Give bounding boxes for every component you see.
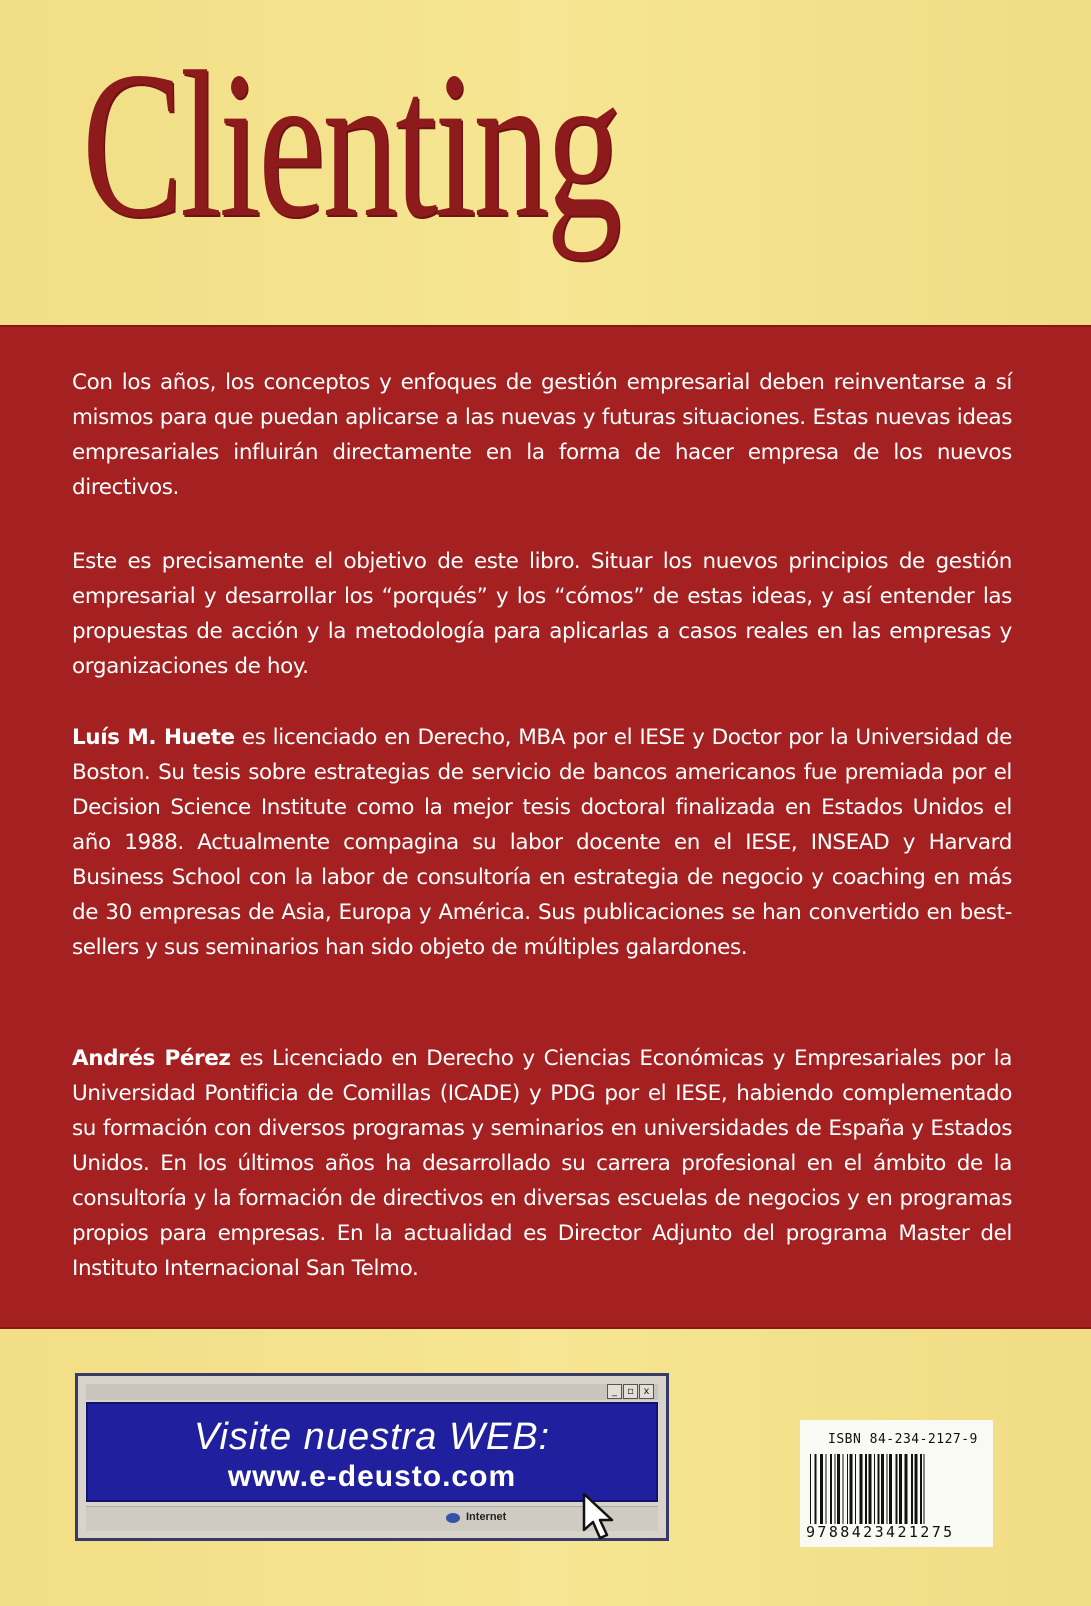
status-zone-label: Internet <box>466 1511 507 1523</box>
globe-icon <box>446 1513 460 1523</box>
maximize-icon: ▫ <box>623 1384 638 1399</box>
paragraph-text: Con los años, los conceptos y enfoques de gestión empresarial deben reinventarse a sí mismos para que puedan aplicarse a las nuevas y futuras situaciones. Estas nuevas ideas empresariales influirán directamente en la forma de hacer empresa de los nuevos directivos. <box>72 370 1012 500</box>
web-url: www.e-deusto.com <box>227 1460 517 1493</box>
author-bio-huete <box>72 720 1012 965</box>
window-titlebar <box>86 1384 658 1400</box>
book-title: Clienting <box>82 29 619 261</box>
author-name: Luís M. Huete <box>72 725 235 750</box>
barcode-bar <box>869 1454 872 1524</box>
barcode-bar <box>924 1454 925 1524</box>
barcode-bar <box>915 1454 918 1524</box>
paragraph-text: Este es precisamente el objetivo de este libro. Situar los nuevos principios de gestión empresarial y desarrollar los “porqués” y los “cómos” de estas ideas, y así entender las propuestas de acción y la metodología para aplicarlas a casos reales en las empresas y organizaciones de hoy. <box>72 549 1012 679</box>
synopsis-paragraph-2 <box>72 544 1012 684</box>
barcode-bar <box>911 1454 913 1524</box>
author-name: Andrés Pérez <box>72 1046 231 1071</box>
barcode-bar <box>887 1454 888 1524</box>
barcode-bar <box>830 1454 832 1524</box>
window-controls <box>607 1384 654 1399</box>
ean-digits: 9788423421275 <box>806 1523 955 1541</box>
barcode-bar <box>847 1454 848 1524</box>
barcode-bar <box>896 1454 898 1524</box>
barcode-bar <box>889 1454 892 1524</box>
barcode-bar <box>843 1454 844 1524</box>
barcode-bar <box>837 1454 840 1524</box>
window-statusbar <box>86 1506 658 1531</box>
author-bio-text: es licenciado en Derecho, MBA por el IESE y Doctor por la Universidad de Boston. Su tesis sobre estrategias de servicio de bancos americanos fue premiada por el Decision Science Institute como la mejor tesis doctoral finalizada en Estados Unidos el año 1988. Actualmente compagina su labor docente en el IESE, INSEAD y Harvard Business School con la labor de consultoría en estrategia de negocio y coaching en más de 30 empresas de Asia, Europa y América. Sus publicaciones se han convertido en best-sellers y sus seminarios han sido objeto de múltiples galardones. <box>72 725 1013 960</box>
synopsis-paragraph-1 <box>72 365 1012 505</box>
barcode-bar <box>826 1454 827 1524</box>
isbn-number: ISBN 84-234-2127-9 <box>828 1432 978 1447</box>
barcode-bar <box>905 1454 908 1524</box>
barcode-bar <box>865 1454 867 1524</box>
barcode-bar <box>860 1454 863 1524</box>
barcode-bar <box>899 1454 902 1524</box>
author-bio-perez <box>72 1041 1012 1286</box>
barcode-bar <box>820 1454 823 1524</box>
barcode-bar <box>874 1454 875 1524</box>
barcode-bar <box>810 1454 811 1524</box>
window-screen <box>86 1402 658 1502</box>
barcode-bar <box>878 1454 880 1524</box>
barcode-bar <box>881 1454 884 1524</box>
barcode-bar <box>850 1454 853 1524</box>
barcode-bar <box>855 1454 856 1524</box>
barcode-bar <box>815 1454 817 1524</box>
close-icon: x <box>639 1384 654 1399</box>
barcode-bars <box>808 1454 985 1524</box>
mouse-pointer-icon <box>580 1492 624 1542</box>
minimize-icon: _ <box>607 1384 622 1399</box>
web-invite: Visite nuestra WEB: <box>193 1416 551 1458</box>
barcode-bar <box>835 1454 836 1524</box>
author-bio-text: es Licenciado en Derecho y Ciencias Económicas y Empresariales por la Universidad Pontificia de Comillas (ICADE) y PDG por el IESE, habiendo complementado su formación con diversos programas y seminarios en universidades de España y Estados Unidos. En los últimos años ha desarrollado su carrera profesional en el ámbito de la consultoría y la formación de directivos en diversas escuelas de negocios y en programas propios para empresas. En la actualidad es Director Adjunto del programa Master del Instituto Internacional San Telmo. <box>72 1046 1012 1281</box>
barcode-bar <box>920 1454 922 1524</box>
